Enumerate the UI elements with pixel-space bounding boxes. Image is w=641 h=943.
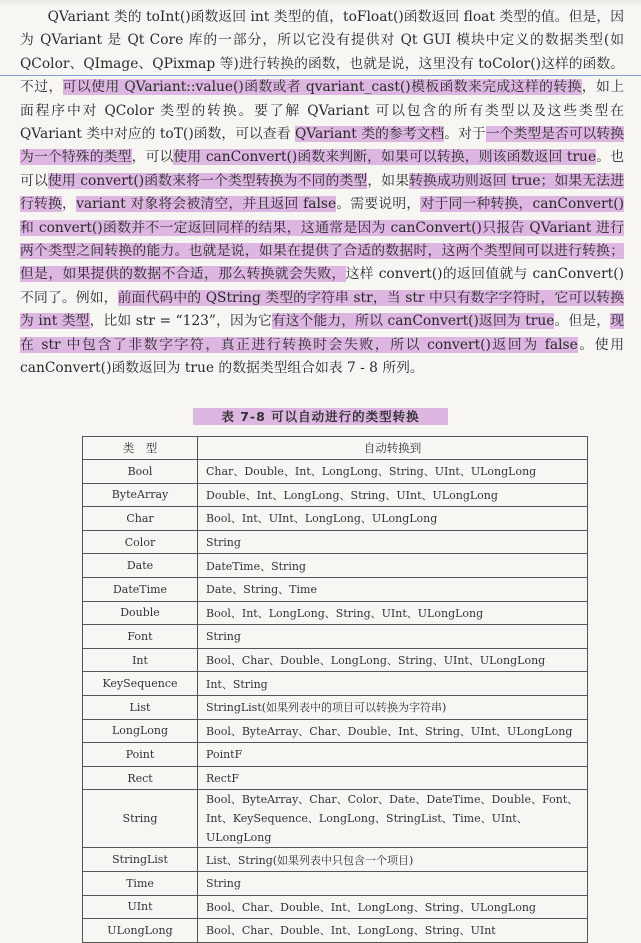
highlighted-text: 有这个能力，所以 canConvert()返回为 true (271, 313, 555, 330)
table-row (83, 919, 588, 943)
table-row (83, 895, 588, 919)
paragraph-segment: 。需要说明， (336, 196, 421, 213)
type-cell: UInt (83, 895, 198, 919)
type-cell: ULongLong (83, 919, 198, 943)
table-caption (0, 407, 641, 425)
type-cell: List (83, 695, 198, 719)
body-paragraph (20, 6, 624, 381)
type-cell: Bool (83, 460, 198, 484)
table-row (83, 790, 588, 848)
type-cell: Font (83, 625, 198, 649)
conversion-cell: DateTime、String (198, 554, 588, 578)
paragraph-segment: 。使用 canConvert()函数返回为 true 的数据类型组合如表 7 - 8 所列。 (20, 336, 624, 377)
paragraph-segment: 。对于 (444, 126, 486, 143)
table-row (83, 483, 588, 507)
conversion-cell: Bool、ByteArray、Char、Double、Int、String、UInt、ULongLong (198, 719, 588, 743)
highlighted-text: 前面代码中的 QString 类型的字符串 str，当 str 中只有数字字符时，它可以转换为 int 类型 (20, 289, 624, 330)
conversion-cell: RectF (198, 766, 588, 790)
highlighted-text: 使用 convert()函数来将一个类型转换为不同的类型 (47, 172, 368, 189)
table-row (83, 672, 588, 696)
header-conversion: 自动转换到 (198, 437, 588, 460)
type-cell: Char (83, 507, 198, 531)
type-cell: KeySequence (83, 672, 198, 696)
paragraph-segment: 。但是， (554, 313, 611, 330)
conversion-cell: Bool、Char、Double、Int、LongLong、String、UInt (198, 919, 588, 943)
paragraph-segment: QVariant 类的 toInt()函数返回 int 类型的值，toFloat()函数返回 float 类型的值。但是，因为 QVariant 是 Qt Core 库的一部分，所以它没有提供对 Qt GUI 模块中定义的数据类型(如 QColor、QImage、QPixmap 等)进行转换的函数，也就是说，这里没有 toColor()这样的函数。不过， (20, 9, 624, 96)
highlighted-text: 使用 canConvert()函数来判断，如果可以转换，则该函数返回 true (173, 149, 597, 166)
conversion-cell: Bool、Char、Double、LongLong、String、UInt、ULongLong (198, 648, 588, 672)
table-row (83, 848, 588, 872)
table-body (83, 460, 588, 943)
conversion-cell: Bool、Char、Double、Int、LongLong、String、ULongLong (198, 895, 588, 919)
conversion-cell: PointF (198, 743, 588, 767)
table-row (83, 554, 588, 578)
type-cell: Color (83, 530, 198, 554)
paragraph-segment: ，如上面程序中对 QColor 类型的转换。要了解 QVariant 可以包含的所有类型以及这些类型在 QVariant 类中对应的 toT()函数，可以查看 (20, 79, 625, 143)
conversion-cell: Date、String、Time (198, 577, 588, 601)
conversion-cell: String (198, 530, 588, 554)
paragraph-segment: ，可以 (131, 149, 174, 166)
conversion-table (82, 436, 588, 943)
table-row (83, 766, 588, 790)
table-header-row (83, 437, 588, 460)
header-type: 类 型 (83, 437, 198, 460)
table-row (83, 507, 588, 531)
conversion-cell: String (198, 871, 588, 895)
paragraph-segment: 这样 convert()的返回值就与 canConvert()不同了。例如， (20, 266, 624, 306)
table-row (83, 719, 588, 743)
conversion-cell: List、String(如果列表中只包含一个项目) (198, 848, 588, 872)
type-cell: String (83, 790, 198, 848)
conversion-cell: String (198, 625, 588, 649)
paragraph-text (20, 6, 624, 381)
table-row (83, 871, 588, 895)
highlighted-text: 对于同一种转换，canConvert()和 convert()函数并不一定返回同样的结果，这通常是因为 canConvert()只报告 QVariant 进行两个类型之间转换的能力。也就是说，如果在提供了合适的数据时，这两个类型间可以进行转换；但是，如果提供的数据不合适，那么转换就会失败， (20, 196, 625, 283)
type-cell: DateTime (83, 577, 198, 601)
table-row (83, 743, 588, 767)
table-row (83, 695, 588, 719)
type-cell: Point (83, 743, 198, 767)
paragraph-segment: ，比如 str = “123”，因为它 (89, 313, 272, 330)
highlighted-text: 转换成功则返回 true；如果无法进行转换 (20, 172, 625, 213)
table-row (83, 460, 588, 484)
paragraph-segment: ， (62, 196, 77, 213)
selection-rule (0, 75, 641, 76)
table-row (83, 530, 588, 554)
type-cell: ByteArray (83, 483, 198, 507)
type-cell: Int (83, 648, 198, 672)
conversion-cell: Bool、Int、UInt、LongLong、ULongLong (198, 507, 588, 531)
highlighted-text: variant 对象将会被清空，并且返回 false (76, 196, 337, 213)
conversion-cell: Double、Int、LongLong、String、UInt、ULongLong (198, 483, 588, 507)
table-row (83, 577, 588, 601)
type-cell: StringList (83, 848, 198, 872)
type-cell: Date (83, 554, 198, 578)
highlighted-text: 现在 str 中包含了非数字字符，真正进行转换时会失败，所以 convert()返回为 false (20, 313, 624, 353)
conversion-cell: Bool、ByteArray、Char、Color、Date、DateTime、Double、Font、Int、KeySequence、LongLong、StringList、Time、UInt、ULongLong (198, 790, 588, 848)
highlighted-text: 可以使用 QVariant::value()函数或者 qvariant_cast()模板函数来完成这样的转换 (62, 79, 582, 96)
table-caption-text: 表 7-8 可以自动进行的类型转换 (193, 408, 447, 425)
conversion-cell: Char、Double、Int、LongLong、String、UInt、ULongLong (198, 460, 588, 484)
conversion-cell: StringList(如果列表中的项目可以转换为字符串) (198, 695, 588, 719)
table-row (83, 648, 588, 672)
type-cell: Rect (83, 766, 198, 790)
highlighted-text: 一个类型是否可以转换为一个特殊的类型 (20, 126, 625, 166)
paragraph-segment: 。也可以 (20, 149, 625, 189)
table-row (83, 601, 588, 625)
conversion-cell: Int、String (198, 672, 588, 696)
type-cell: Time (83, 871, 198, 895)
type-cell: LongLong (83, 719, 198, 743)
highlighted-text: QVariant 类的参考文档 (294, 126, 445, 143)
paragraph-segment: ，如果 (367, 172, 410, 189)
type-cell: Double (83, 601, 198, 625)
table-row (83, 625, 588, 649)
conversion-cell: Bool、Int、LongLong、String、UInt、ULongLong (198, 601, 588, 625)
